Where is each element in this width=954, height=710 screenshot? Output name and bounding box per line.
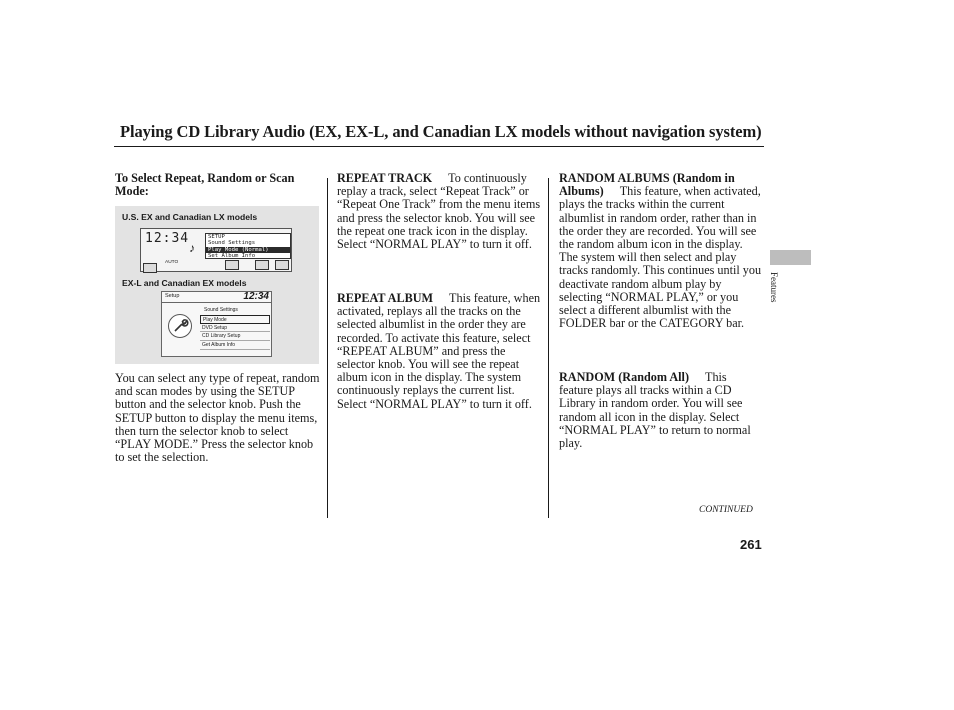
repeat-track-section (337, 172, 545, 251)
lcd-setup-menu (205, 233, 291, 259)
lcd2-menu-item: Get Album Info (200, 341, 270, 350)
repeat-track-heading: REPEAT TRACK (337, 171, 433, 185)
source-indicator-icon (255, 260, 269, 270)
title-divider (114, 146, 764, 147)
lcd2-menu-item: CD Library Setup (200, 332, 270, 341)
page-title: Playing CD Library Audio (EX, EX-L, and Canadian LX models without navigation system) (120, 122, 762, 141)
column-divider (548, 178, 549, 518)
lcd-menu-item-selected: Play Mode (Normal) (206, 247, 290, 253)
section-tab-marker (770, 250, 811, 265)
section-tab-label (767, 272, 781, 332)
lcd-menu-item: SETUP (208, 234, 225, 240)
disc-indicator-icon (143, 263, 157, 273)
continued-note: CONTINUED (699, 505, 753, 515)
lcd2-setup-label: Setup (165, 293, 180, 299)
repeat-album-section (337, 292, 545, 411)
random-albums-body: This feature, when activated, plays the tracks within the current albumlist in random order, rather than in the order they are recorded. You will see the random album icon in the display. The system will then select and play tracks randomly. This continues until you deactivate random album play by selecting “NORMAL PLAY,” or you select a different albumlist with the FOLDER bar or the CATEGORY bar. (559, 184, 762, 331)
section-heading-select-mode: To Select Repeat, Random or Scan Mode: (115, 171, 295, 199)
lcd-menu-item: Sound Settings (208, 240, 256, 247)
random-albums-heading: RANDOM ALBUMS (Random in Albums) (559, 171, 735, 199)
lcd-menu-item: Set Album Info (208, 253, 256, 260)
music-note-icon: ♪ (189, 241, 195, 255)
repeat-album-heading: REPEAT ALBUM (337, 291, 434, 305)
wrench-icon (168, 314, 192, 338)
random-all-heading: RANDOM (Random All) (559, 370, 689, 384)
random-all-body: This feature plays all tracks within a CD Library in random order. You will see random all icon in the display. Select “NORMAL PLAY” to return to normal play. (559, 370, 751, 451)
lcd2-header-bar (162, 292, 271, 303)
lcd-display-exl (161, 291, 272, 357)
lcd2-clock: 12:34 (243, 291, 269, 302)
lcd-clock: 12:34 (145, 231, 190, 246)
section-tab-text: Features (769, 272, 779, 303)
caption-exl-models: EX-L and Canadian EX models (122, 278, 247, 288)
repeat-album-body: This feature, when activated, replays all the tracks on the selected albumlist in the order they are recorded. To activate this feature, select “REPEAT ALBUM” and press the selector knob. You will see the repeat album icon in the display. The system continuously replays the current list. Select “NORMAL PLAY” to turn it off. (337, 291, 541, 411)
lcd-display-us (140, 228, 292, 272)
lcd2-menu-item: DVD Setup (200, 324, 270, 333)
select-mode-body: You can select any type of repeat, random and scan modes by using the SETUP button and the selector knob. Push the SETUP button to display the menu items, then turn the selector knob to select “PLAY MODE.” Press the selector knob to set the selection. (115, 371, 320, 465)
repeat-track-body: To continuously replay a track, select “Repeat Track” or “Repeat One Track” from the menu items and press the selector knob. You will see the repeat one track icon in the display. Select “NORMAL PLAY” to turn it off. (337, 171, 541, 252)
auto-indicator: AUTO (165, 260, 179, 265)
lcd-status-row (143, 260, 291, 271)
page-number: 261 (740, 537, 762, 552)
lcd2-setup-menu (200, 306, 270, 350)
mode-indicator-icon (225, 260, 239, 270)
caption-us-models: U.S. EX and Canadian LX models (122, 212, 258, 222)
lcd2-menu-item-selected: Play Mode (200, 315, 270, 324)
column-divider (327, 178, 328, 518)
lcd2-menu-item: Sound Settings (204, 307, 238, 313)
track-indicator-icon (275, 260, 289, 270)
random-albums-section (559, 172, 763, 330)
random-all-section (559, 371, 759, 450)
